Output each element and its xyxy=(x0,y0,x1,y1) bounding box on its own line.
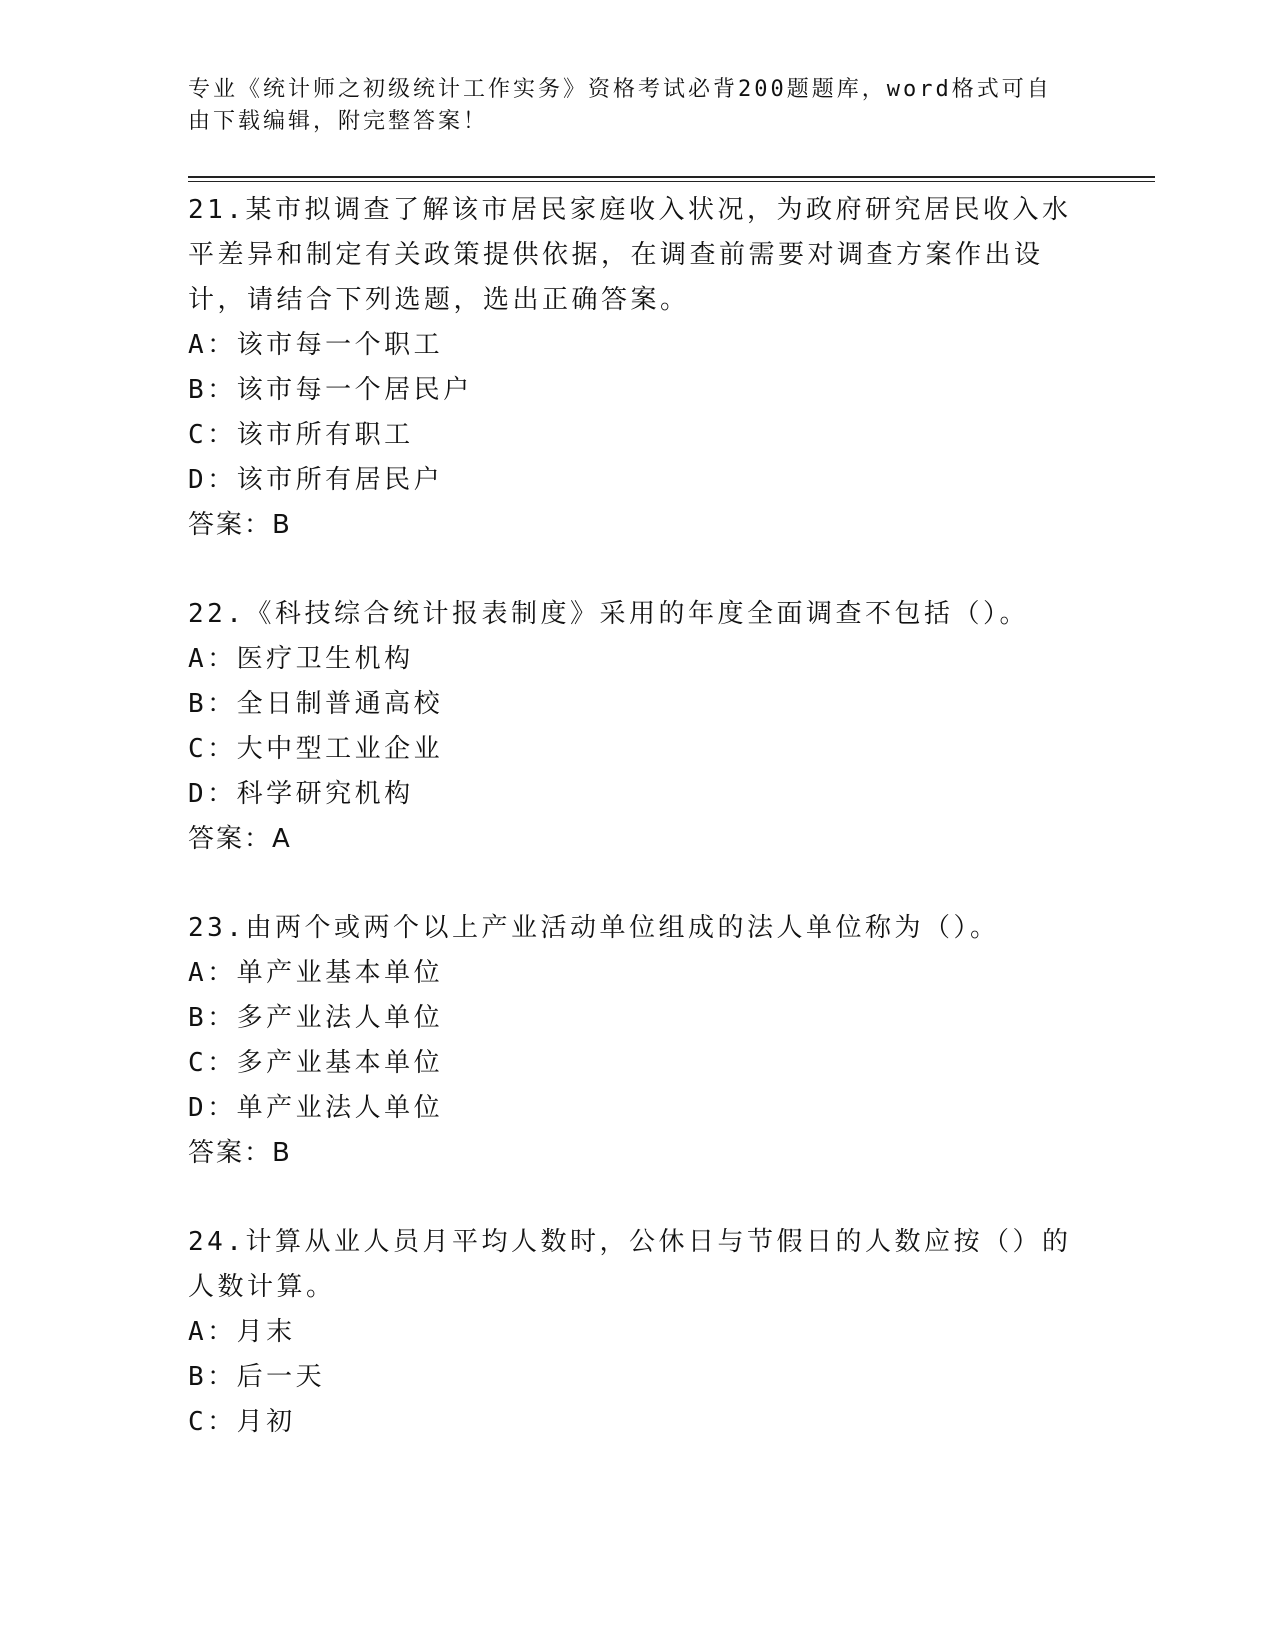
answer-line: 答案：A xyxy=(188,824,292,854)
option-letter: B： xyxy=(188,689,237,719)
option-text: 科学研究机构 xyxy=(236,779,414,809)
option-b xyxy=(188,996,1088,1041)
question-list xyxy=(188,188,1088,1489)
option-letter: A： xyxy=(188,958,237,988)
question-stem: 22.《科技综合统计报表制度》采用的年度全面调查不包括（）。 xyxy=(188,599,1029,629)
option-letter: A： xyxy=(188,1317,237,1347)
option-text: 多产业法人单位 xyxy=(236,1003,444,1033)
option-text: 单产业法人单位 xyxy=(236,1093,444,1123)
option-b xyxy=(188,368,1088,413)
question-stem: 21.某市拟调查了解该市居民家庭收入状况，为政府研究居民收入水平差异和制定有关政策提供依据，在调查前需要对调查方案作出设计，请结合下列选题，选出正确答案。 xyxy=(188,195,1072,315)
option-text: 全日制普通高校 xyxy=(236,689,444,719)
option-c xyxy=(188,1400,1088,1445)
option-a xyxy=(188,951,1088,996)
option-letter: B： xyxy=(188,1003,237,1033)
option-a xyxy=(188,1310,1088,1355)
option-text: 月末 xyxy=(236,1317,296,1347)
option-c xyxy=(188,413,1088,458)
option-letter: B： xyxy=(188,1362,237,1392)
option-letter: C： xyxy=(188,420,237,450)
question-21 xyxy=(188,188,1088,548)
option-letter: D： xyxy=(188,465,237,495)
option-letter: A： xyxy=(188,330,237,360)
header-divider-thin xyxy=(188,181,1155,182)
option-d xyxy=(188,772,1088,817)
option-letter: C： xyxy=(188,1407,237,1437)
question-stem: 24.计算从业人员月平均人数时，公休日与节假日的人数应按（）的人数计算。 xyxy=(188,1227,1072,1302)
option-b xyxy=(188,682,1088,727)
option-letter: C： xyxy=(188,734,237,764)
option-b xyxy=(188,1355,1088,1400)
answer-line: 答案：B xyxy=(188,1138,292,1168)
option-c xyxy=(188,1041,1088,1086)
answer-line: 答案：B xyxy=(188,510,292,540)
option-text: 多产业基本单位 xyxy=(236,1048,444,1078)
question-22 xyxy=(188,592,1088,862)
option-text: 月初 xyxy=(236,1407,296,1437)
option-text: 该市所有职工 xyxy=(236,420,414,450)
option-letter: D： xyxy=(188,1093,237,1123)
header-divider-thick xyxy=(188,176,1155,178)
question-24 xyxy=(188,1220,1088,1445)
question-23 xyxy=(188,906,1088,1176)
option-letter: B： xyxy=(188,375,237,405)
option-text: 大中型工业企业 xyxy=(236,734,444,764)
option-text: 后一天 xyxy=(236,1362,326,1392)
question-stem: 23.由两个或两个以上产业活动单位组成的法人单位称为（）。 xyxy=(188,913,1000,943)
option-text: 该市每一个居民户 xyxy=(236,375,473,405)
option-d xyxy=(188,458,1088,503)
option-a xyxy=(188,323,1088,368)
option-a xyxy=(188,637,1088,682)
option-letter: C： xyxy=(188,1048,237,1078)
option-letter: A： xyxy=(188,644,237,674)
option-c xyxy=(188,727,1088,772)
option-text: 单产业基本单位 xyxy=(236,958,444,988)
option-letter: D： xyxy=(188,779,237,809)
document-intro: 专业《统计师之初级统计工作实务》资格考试必背200题题库，word格式可自由下载编辑，附完整答案！ xyxy=(188,77,1052,134)
option-d xyxy=(188,1086,1088,1131)
option-text: 该市所有居民户 xyxy=(236,465,444,495)
option-text: 医疗卫生机构 xyxy=(236,644,414,674)
option-text: 该市每一个职工 xyxy=(236,330,444,360)
